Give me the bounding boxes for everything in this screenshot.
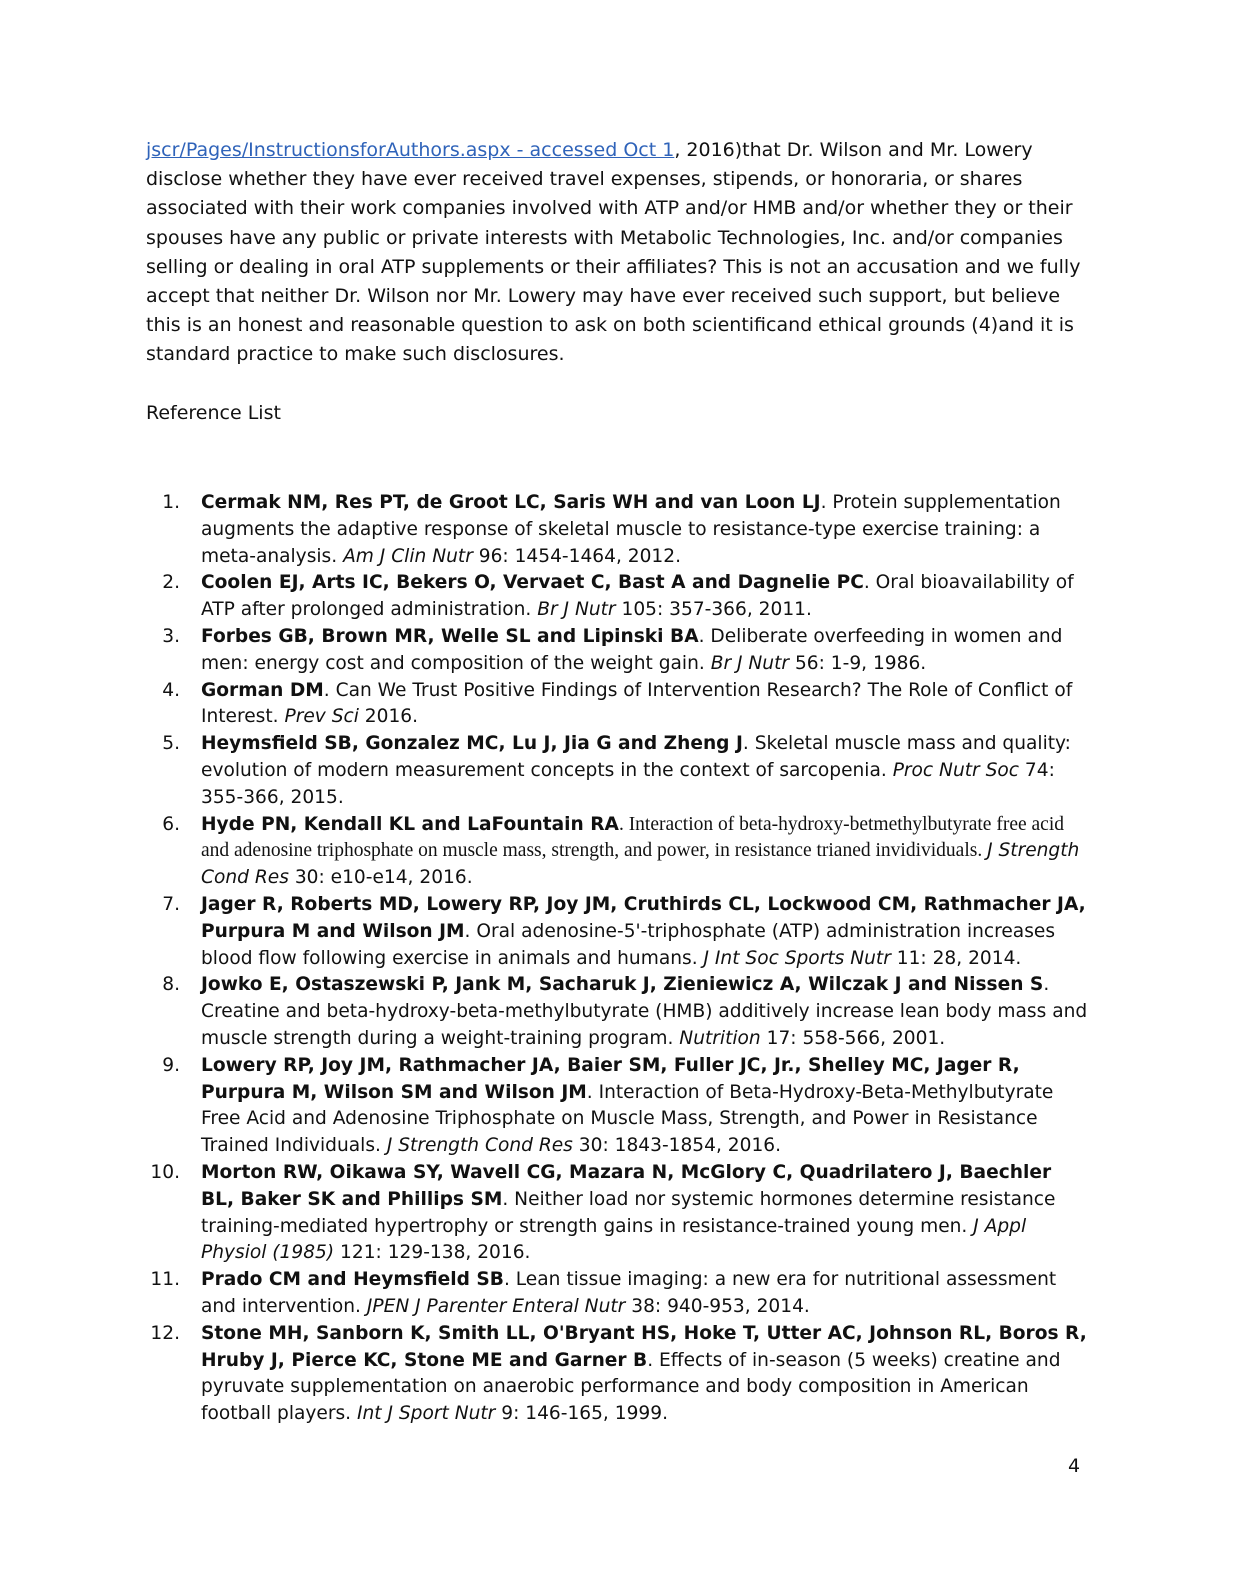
reference-number: 3. — [162, 625, 180, 647]
reference-journal: JPEN J Parenter Enteral Nutr — [366, 1295, 626, 1317]
reference-item — [146, 892, 1090, 972]
reference-title: . Oral bioavailability of ATP after prolonged administration. — [201, 572, 1074, 621]
reference-title: . Can We Trust Positive Findings of Intervention Research? The Role of Conflict of Interest. — [201, 679, 1073, 728]
reference-number: 10. — [150, 1161, 180, 1183]
reference-item — [146, 1267, 1090, 1321]
reference-title: . Protein supplementation augments the adaptive response of skeletal muscle to resistance-type exercise training: a meta-analysis. — [201, 492, 1061, 567]
reference-details: 105: 357-366, 2011. — [615, 599, 812, 621]
reference-authors: Prado CM and Heymsfield SB — [201, 1269, 504, 1291]
reference-details: 74: 355-366, 2015. — [201, 759, 1055, 808]
reference-authors: Jowko E, Ostaszewski P, Jank M, Sacharuk J, Zieniewicz A, Wilczak J and Nissen S — [201, 974, 1044, 996]
reference-item — [146, 972, 1090, 1052]
reference-journal: J Int Soc Sports Nutr — [703, 947, 891, 969]
reference-item — [146, 1321, 1090, 1428]
reference-title: . Interaction of beta-hydroxy-betmethylbutyrate free acid and adenosine triphosphate on muscle mass, strength, and power, in resistance trianed invidividuals. — [201, 813, 1064, 862]
reference-title: . Neither load nor systemic hormones determine resistance training-mediated hypertrophy or strength gains in resistance-trained young men. — [201, 1188, 1056, 1237]
reference-number: 2. — [162, 572, 180, 594]
reference-item — [146, 678, 1090, 732]
reference-journal: J Strength Cond Res — [201, 840, 1080, 889]
reference-number: 7. — [162, 893, 180, 915]
reference-title: . Effects of in-season (5 weeks) creatine and pyruvate supplementation on anaerobic performance and body composition in American football players. — [201, 1349, 1061, 1425]
reference-item — [146, 1053, 1090, 1160]
reference-item — [146, 490, 1090, 570]
intro-paragraph — [146, 136, 1086, 370]
reference-journal: Br J Nutr — [710, 652, 790, 674]
reference-details: 2016. — [358, 706, 419, 728]
reference-details: 30: e10-e14, 2016. — [288, 867, 473, 889]
reference-number: 8. — [162, 974, 180, 996]
reference-number: 5. — [162, 733, 180, 755]
reference-number: 11. — [150, 1269, 180, 1291]
reference-item — [146, 570, 1090, 624]
reference-journal: J Strength Cond Res — [386, 1135, 573, 1157]
reference-details: 11: 28, 2014. — [890, 947, 1022, 969]
reference-authors: Heymsfield SB, Gonzalez MC, Lu J, Jia G and Zheng J — [201, 733, 743, 755]
reference-list-heading: Reference List — [146, 402, 281, 424]
reference-item — [146, 1160, 1090, 1267]
reference-item — [146, 731, 1090, 811]
reference-details: 38: 940-953, 2014. — [625, 1295, 810, 1317]
reference-list — [146, 490, 1090, 1428]
reference-journal: Am J Clin Nutr — [343, 545, 473, 567]
reference-details: 9: 146-165, 1999. — [495, 1403, 668, 1425]
intro-text: , 2016)that Dr. Wilson and Mr. Lowery disclose whether they have ever received travel expenses, stipends, or honoraria, or shares associated with their work companies involved with ATP and/or HMB and/or whether they or their spouses have any public or private interests with Metabolic Technologies, Inc. and/or companies selling or dealing in oral ATP supplements or their affiliates? This is not an accusation and we fully accept that neither Dr. Wilson nor Mr. Lowery may have ever received such support, but believe this is an honest and reasonable question to ask on both scientificand ethical grounds (4)and it is standard practice to make such disclosures. — [146, 139, 1081, 366]
reference-authors: Morton RW, Oikawa SY, Wavell CG, Mazara N, McGlory C, Quadrilatero J, Baechler BL, Baker SK and Phillips SM — [201, 1161, 1052, 1210]
reference-number: 4. — [162, 679, 180, 701]
reference-authors: Lowery RP, Joy JM, Rathmacher JA, Baier SM, Fuller JC, Jr., Shelley MC, Jager R, Purpura M, Wilson SM and Wilson JM — [201, 1054, 1020, 1103]
reference-title: . Creatine and beta-hydroxy-beta-methylbutyrate (HMB) additively increase lean body mass and muscle strength during a weight-training program. — [201, 974, 1088, 1049]
reference-journal: Nutrition — [679, 1027, 761, 1049]
reference-journal: Br J Nutr — [537, 599, 616, 621]
reference-journal: Int J Sport Nutr — [357, 1403, 496, 1425]
reference-number: 1. — [162, 492, 180, 513]
reference-details: 56: 1-9, 1986. — [789, 652, 927, 674]
reference-number: 12. — [150, 1322, 180, 1344]
reference-authors: Jager R, Roberts MD, Lowery RP, Joy JM, Cruthirds CL, Lockwood CM, Rathmacher JA, Purpura M and Wilson JM — [201, 893, 1086, 942]
reference-details: 17: 558-566, 2001. — [760, 1027, 946, 1049]
reference-number: 9. — [162, 1054, 180, 1076]
reference-item — [146, 624, 1090, 678]
reference-journal: Prev Sci — [284, 706, 359, 728]
reference-title: . Skeletal muscle mass and quality: evolution of modern measurement concepts in the context of sarcopenia. — [201, 733, 1071, 781]
reference-authors: Gorman DM — [201, 679, 324, 701]
reference-title: . Lean tissue imaging: a new era for nutritional assessment and intervention. — [201, 1269, 1057, 1317]
reference-title: . Interaction of Beta-Hydroxy-Beta-Methylbutyrate Free Acid and Adenosine Triphosphate on Muscle Mass, Strength, and Power in Resistance Trained Individuals. — [201, 1081, 1054, 1157]
reference-title: . Deliberate overfeeding in women and men: energy cost and composition of the weight gain. — [201, 625, 1063, 674]
reference-journal: J Appl Physiol (1985) — [201, 1215, 1027, 1264]
reference-title: . Oral adenosine-5'-triphosphate (ATP) administration increases blood flow following exercise in animals and humans. — [201, 920, 1056, 969]
reference-number: 6. — [162, 813, 180, 835]
reference-item — [146, 812, 1090, 892]
reference-authors: Cermak NM, Res PT, de Groot LC, Saris WH and van Loon LJ — [201, 492, 821, 513]
reference-details: 30: 1843-1854, 2016. — [572, 1135, 782, 1157]
reference-authors: Coolen EJ, Arts IC, Bekers O, Vervaet C, Bast A and Dagnelie PC — [201, 572, 864, 594]
reference-authors: Forbes GB, Brown MR, Welle SL and Lipinski BA — [201, 625, 699, 647]
reference-authors: Hyde PN, Kendall KL and LaFountain RA — [201, 813, 619, 835]
page-number: 4 — [1068, 1455, 1081, 1477]
reference-details: 121: 129-138, 2016. — [334, 1242, 531, 1264]
reference-details: 96: 1454-1464, 2012. — [472, 545, 681, 567]
reference-authors: Stone MH, Sanborn K, Smith LL, O'Bryant HS, Hoke T, Utter AC, Johnson RL, Boros R, Hruby J, Pierce KC, Stone ME and Garner B — [201, 1322, 1087, 1371]
instructions-link[interactable]: jscr/Pages/InstructionsforAuthors.aspx - accessed Oct 1 — [146, 139, 675, 161]
reference-journal: Proc Nutr Soc — [892, 759, 1019, 781]
